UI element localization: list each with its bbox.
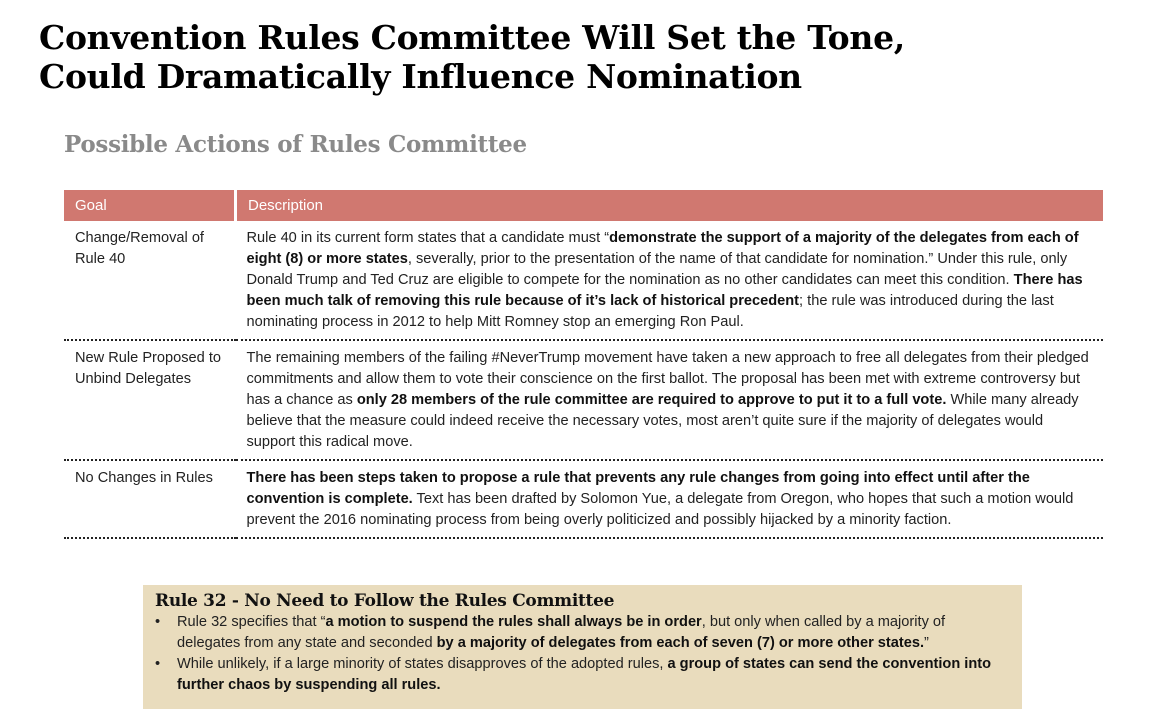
goal-cell: Change/Removal of Rule 40 — [64, 221, 236, 340]
bullet-icon: • — [155, 614, 161, 630]
table-row — [64, 221, 1103, 340]
column-header-goal: Goal — [64, 190, 236, 221]
section-subtitle: Possible Actions of Rules Committee — [64, 131, 527, 158]
table-row — [64, 340, 1103, 460]
goal-cell: New Rule Proposed to Unbind Delegates — [64, 340, 236, 460]
table-row — [64, 460, 1103, 538]
column-header-description: Description — [236, 190, 1104, 221]
goal-cell: No Changes in Rules — [64, 460, 236, 538]
callout-bullet-list — [155, 612, 1010, 696]
list-item: • Rule 32 specifies that “a motion to suspend the rules shall always be in order, but only when called by a majority of delegates from any state and seconded by a majority of delegates from each of seven (7) or more other states.” — [155, 614, 946, 651]
page-title-line-1: Convention Rules Committee Will Set the Tone, — [39, 18, 905, 57]
rule-32-callout — [143, 585, 1022, 709]
callout-title: Rule 32 - No Need to Follow the Rules Committee — [155, 591, 615, 611]
description-cell: Rule 40 in its current form states that a candidate must “demonstrate the support of a majority of the delegates from each of eight (8) or more states, severally, prior to the presentation of the name of that candidate for nomination.” Under this rule, only Donald Trump and Ted Cruz are eligible to compete for the nomination as no other candidates can meet this condition. There has been much talk of removing this rule because of it’s lack of historical precedent; the rule was introduced during the last nominating process in 2012 to help Mitt Romney stop an emerging Ron Paul. — [236, 221, 1104, 340]
page-title — [39, 18, 905, 96]
bullet-icon: • — [155, 656, 161, 672]
description-cell: There has been steps taken to propose a rule that prevents any rule changes from going into effect until after the convention is complete. Text has been drafted by Solomon Yue, a delegate from Oregon, who hopes that such a motion would prevent the 2016 nominating process from being overly politicized and possibly hijacked by a minority faction. — [236, 460, 1104, 538]
description-cell: The remaining members of the failing #NeverTrump movement have taken a new approach to free all delegates from their pledged commitments and allow them to vote their conscience on the first ballot. The proposal has been met with extreme controversy but has a chance as only 28 members of the rule committee are required to approve to put it to a full vote. While many already believe that the measure could indeed receive the necessary votes, most aren’t quite sure if the majority of delegates would support this radical move. — [236, 340, 1104, 460]
list-item: • While unlikely, if a large minority of states disapproves of the adopted rules, a group of states can send the convention into further chaos by suspending all rules. — [155, 656, 992, 693]
rules-actions-table — [64, 190, 1103, 539]
page-title-line-2: Could Dramatically Influence Nomination — [39, 57, 802, 96]
table-header-row — [64, 190, 1103, 221]
